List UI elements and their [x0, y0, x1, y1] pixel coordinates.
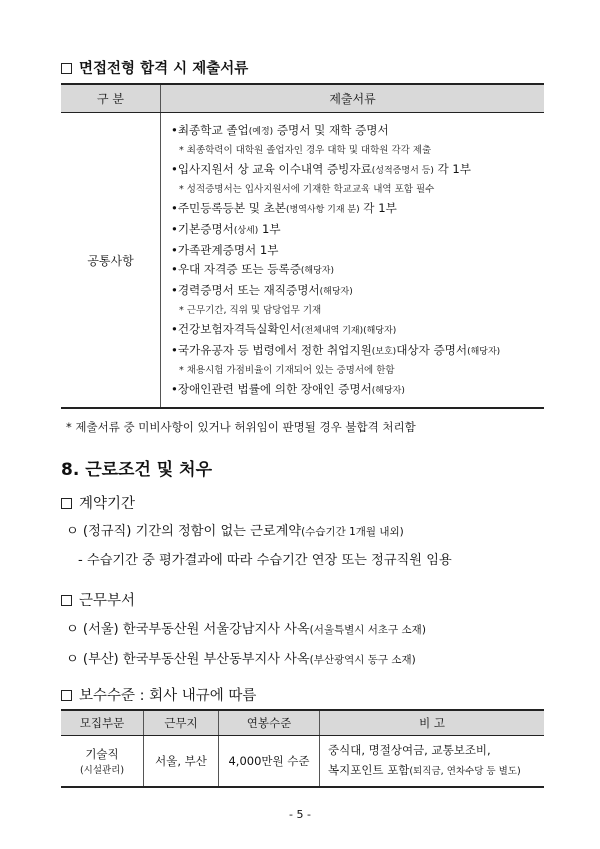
doc-item: •입사지원서 상 교육 이수내역 증빙자료(성적증명서 등) 각 1부 [171, 162, 471, 176]
checkbox-square-icon [61, 690, 72, 701]
doc-item: •건강보험자격득실확인서(전체내역 기재)(해당자) [171, 322, 397, 336]
doc-item: •최종학교 졸업(예정) 증명서 및 재학 증명서 [171, 123, 389, 137]
location-cell: 서울, 부산 [144, 736, 219, 788]
table-row [61, 113, 544, 409]
field-cell: 기술직 (시설관리) [61, 736, 144, 788]
disqualification-note: * 제출서류 중 미비사항이 있거나 허위임이 판명될 경우 불합격 처리함 [66, 420, 416, 434]
doc-item: •우대 자격증 또는 등록증(해당자) [171, 262, 335, 276]
section-title-working-conditions: 8. 근로조건 및 처우 [61, 460, 212, 480]
doc-item: •주민등록등본 및 초본(병역사항 기재 분) 각 1부 [171, 201, 397, 215]
column-header-salary: 연봉수준 [219, 710, 320, 736]
column-header-docs: 제출서류 [161, 84, 545, 113]
contract-line-2: - 수습기간 중 평가결과에 따라 수습기간 연장 또는 정규직원 임용 [78, 553, 452, 568]
bullet-icon: • [171, 343, 178, 357]
bullet-icon: • [171, 382, 178, 396]
heading-pay-level: 보수수준 : 회사 내규에 따름 [61, 684, 256, 705]
checkbox-square-icon [61, 63, 72, 74]
doc-item-note: * 채용시험 가점비율이 기재되어 있는 증명서에 한함 [179, 365, 395, 376]
bullet-icon: • [171, 201, 178, 215]
checkbox-square-icon [61, 498, 72, 509]
bullet-icon: • [171, 322, 178, 336]
column-header-remarks: 비 고 [320, 710, 545, 736]
doc-item: •가족관계증명서 1부 [171, 243, 279, 257]
doc-item: •국가유공자 등 법령에서 정한 취업지원(보호)대상자 증명서(해당자) [171, 343, 501, 357]
salary-cell: 4,000만원 수준 [219, 736, 320, 788]
category-cell: 공통사항 [61, 113, 161, 409]
doc-item-note: * 성적증명서는 입사지원서에 기재한 학교교육 내역 포함 필수 [179, 184, 435, 195]
submission-docs-table [61, 83, 544, 409]
bullet-icon: • [171, 123, 178, 137]
bullet-icon: • [171, 162, 178, 176]
workplace-line-busan: ㅇ (부산) 한국부동산원 부산동부지사 사옥(부산광역시 동구 소재) [66, 652, 416, 667]
column-header-category: 구 분 [61, 84, 161, 113]
docs-cell [161, 113, 545, 409]
bullet-icon: • [171, 222, 178, 236]
column-header-field: 모집부문 [61, 710, 144, 736]
checkbox-square-icon [61, 595, 72, 606]
remarks-cell: 중식대, 명절상여금, 교통보조비, 복지포인트 포함(퇴직금, 연차수당 등 별도) [320, 736, 545, 788]
heading-submission-docs: 면접전형 합격 시 제출서류 [61, 57, 248, 78]
bullet-icon: • [171, 243, 178, 257]
heading-workplace: 근무부서 [61, 589, 135, 610]
pay-table [61, 709, 544, 788]
bullet-icon: • [171, 262, 178, 276]
workplace-line-seoul: ㅇ (서울) 한국부동산원 서울강남지사 사옥(서울특별시 서초구 소재) [66, 622, 426, 637]
page-number: - 5 - [289, 808, 311, 821]
bullet-icon: • [171, 283, 178, 297]
docs-list [161, 113, 544, 407]
doc-item: •장애인관련 법률에 의한 장애인 증명서(해당자) [171, 382, 405, 396]
column-header-location: 근무지 [144, 710, 219, 736]
table-header-row [61, 710, 544, 736]
doc-item-note: * 최종학력이 대학원 졸업자인 경우 대학 및 대학원 각각 제출 [179, 145, 432, 156]
doc-item: •기본증명서(상세) 1부 [171, 222, 281, 236]
doc-item-note: * 근무기간, 직위 및 담당업무 기재 [179, 305, 322, 316]
contract-line-1: ㅇ (정규직) 기간의 정함이 없는 근로계약(수습기간 1개월 내외) [66, 524, 404, 539]
table-row [61, 736, 544, 788]
doc-item: •경력증명서 또는 재직증명서(해당자) [171, 283, 353, 297]
heading-contract-period: 계약기간 [61, 492, 135, 513]
table-header-row [61, 84, 544, 113]
